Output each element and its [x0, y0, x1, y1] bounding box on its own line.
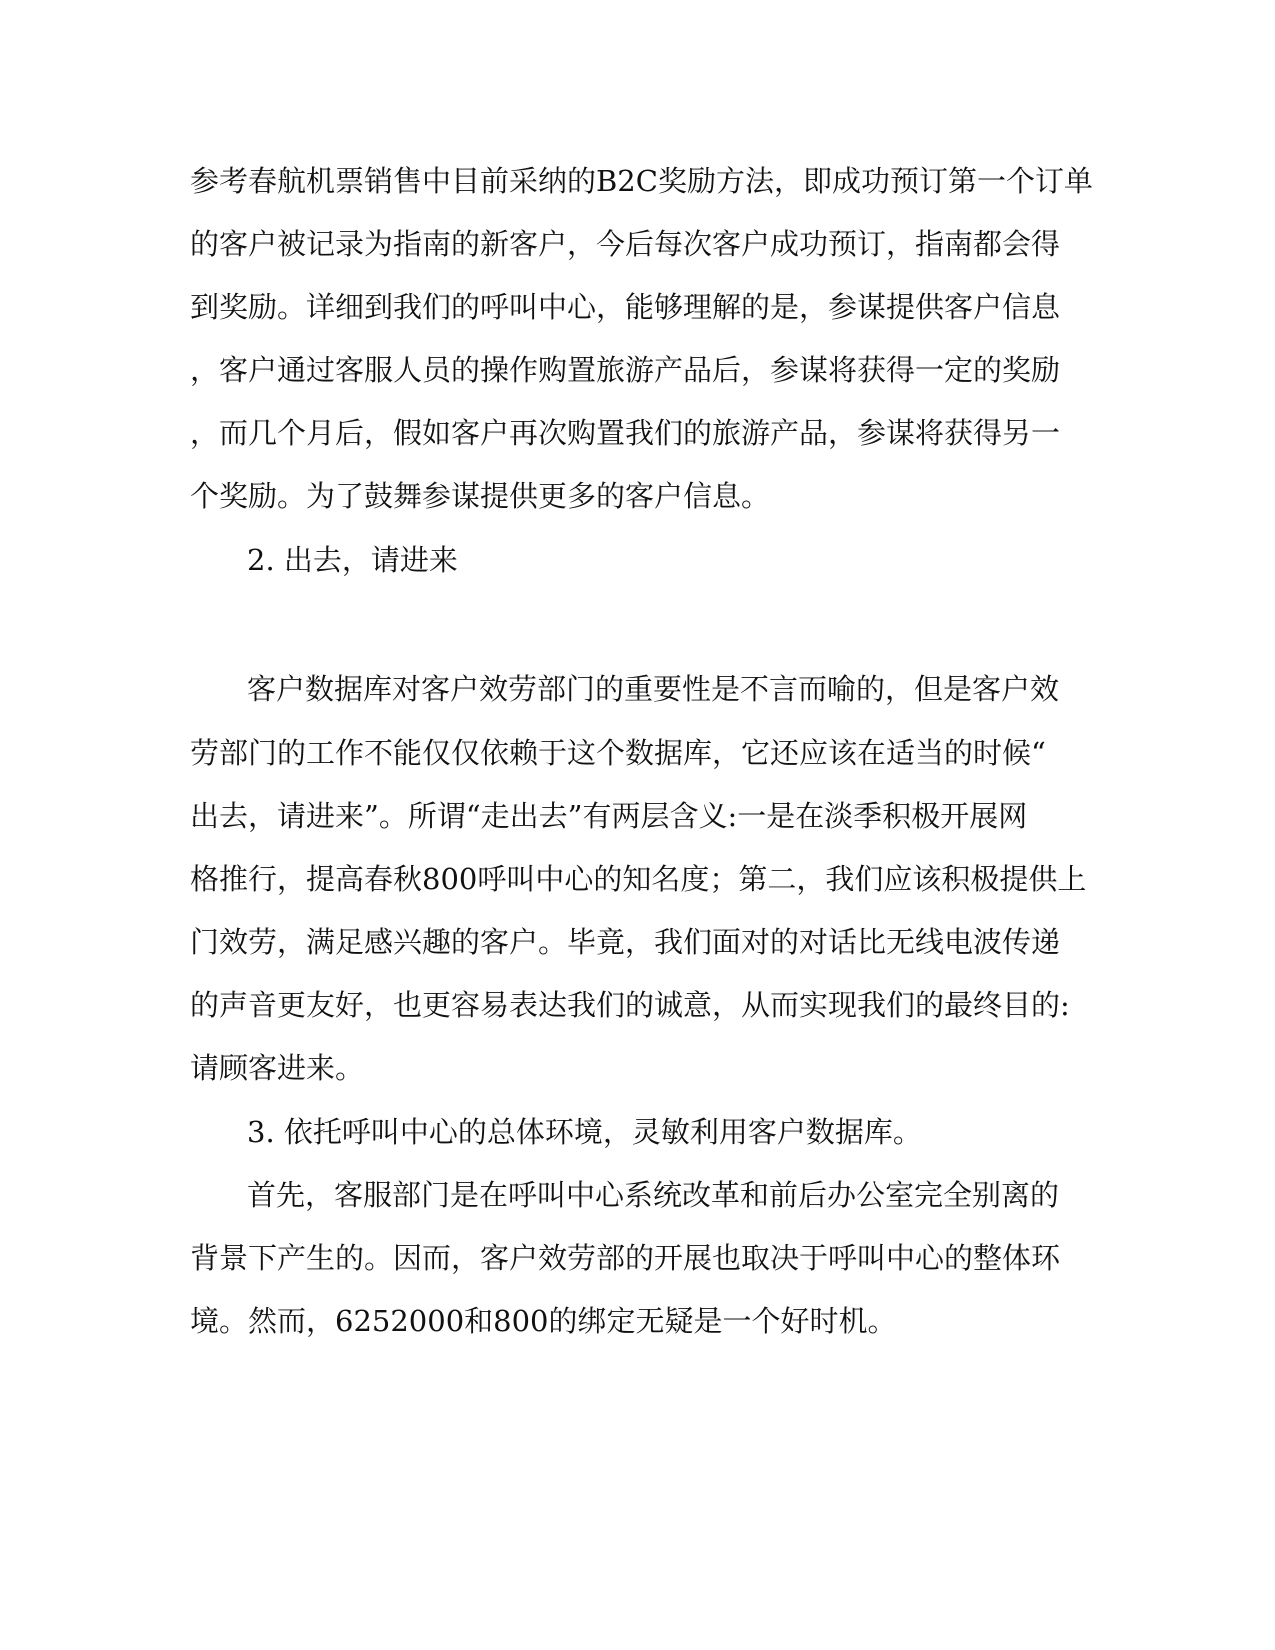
- section-heading: 2. 出去，请进来: [247, 543, 458, 577]
- paragraph-line: 背景下产生的。因而，客户效劳部的开展也取决于呼叫中心的整体环: [190, 1241, 1061, 1275]
- paragraph-line: ，而几个月后，假如客户再次购置我们的旅游产品，参谋将获得另一: [190, 416, 1061, 450]
- paragraph-line: 个奖励。为了鼓舞参谋提供更多的客户信息。: [190, 479, 771, 513]
- paragraph-line: 劳部门的工作不能仅仅依赖于这个数据库，它还应该在适当的时候“: [190, 736, 1046, 770]
- paragraph-line: ，客户通过客服人员的操作购置旅游产品后，参谋将获得一定的奖励: [190, 353, 1061, 387]
- paragraph-line: 门效劳，满足感兴趣的客户。毕竟，我们面对的对话比无线电波传递: [190, 925, 1061, 959]
- paragraph-line: 的声音更友好，也更容易表达我们的诚意，从而实现我们的最终目的:: [190, 988, 1070, 1022]
- section-heading: 3. 依托呼叫中心的总体环境，灵敏利用客户数据库。: [247, 1115, 922, 1149]
- paragraph-line: 出去，请进来”。所谓“走出去”有两层含义:一是在淡季积极开展网: [190, 799, 1028, 833]
- paragraph-line: 到奖励。详细到我们的呼叫中心，能够理解的是，参谋提供客户信息: [190, 290, 1061, 324]
- paragraph-line: 境。然而，6252000和800的绑定无疑是一个好时机。: [190, 1304, 897, 1338]
- paragraph-line: 格推行，提高春秋800呼叫中心的知名度；第二，我们应该积极提供上: [190, 862, 1087, 896]
- paragraph-line: 请顾客进来。: [190, 1051, 365, 1085]
- paragraph-line: 的客户被记录为指南的新客户，今后每次客户成功预订，指南都会得: [190, 227, 1061, 261]
- paragraph-line: 参考春航机票销售中目前采纳的B2C奖励方法，即成功预订第一个订单: [190, 164, 1093, 198]
- paragraph-line: 首先，客服部门是在呼叫中心系统改革和前后办公室完全别离的: [247, 1178, 1060, 1212]
- paragraph-line: 客户数据库对客户效劳部门的重要性是不言而喻的，但是客户效: [247, 672, 1060, 706]
